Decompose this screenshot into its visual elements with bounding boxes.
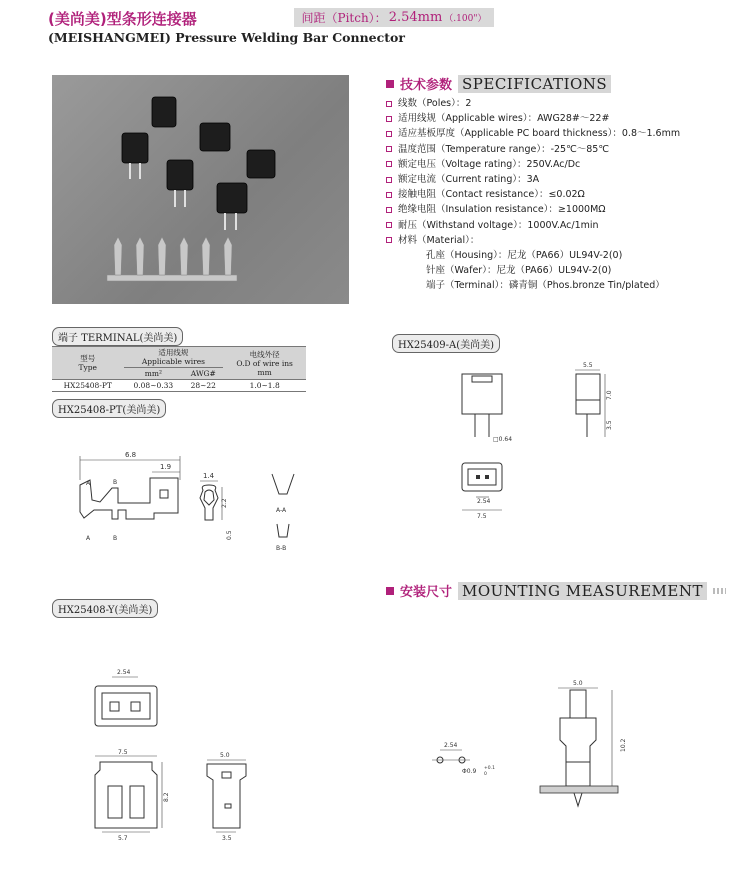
dim-y-35: 3.5	[222, 835, 232, 842]
svg-text:A: A	[86, 535, 91, 542]
col-wires: 适用线规 Applicable wires	[124, 347, 224, 368]
dim-m-50: 5.0	[573, 680, 583, 687]
dim-pt-length: 6.8	[125, 451, 137, 459]
svg-text:+0.1: +0.1	[484, 766, 495, 771]
dim-a-254: 2.54	[477, 498, 491, 505]
pt-tag: HX25408-PT(美尚美)	[52, 399, 166, 418]
pt-side-view	[80, 451, 180, 542]
dim-y-254: 2.54	[117, 669, 131, 676]
dim-pt-14: 1.4	[203, 472, 215, 480]
dim-a-55: 5.5	[583, 362, 593, 369]
material-wafer: 针座（Wafer）：尼龙（PA66）UL94V-2(0)	[426, 265, 612, 277]
svg-text:0: 0	[484, 772, 487, 777]
dim-pt-19: 1.9	[160, 463, 172, 471]
dim-pt-22: 2.2	[221, 498, 228, 508]
dim-a-75: 7.5	[477, 513, 487, 520]
col-od: 电线外径 O.D of wire ins mm	[223, 347, 306, 380]
col-awg: AWG#	[183, 368, 223, 380]
dim-m-hole: Φ0.9	[462, 768, 477, 775]
dim-y-57: 5.7	[118, 835, 128, 842]
dim-m-102: 10.2	[620, 738, 627, 752]
material-housing: 孔座（Housing）：尼龙（PA66）UL94V-2(0)	[426, 250, 623, 262]
spec-item: 额定电压（Voltage rating）：250V.Ac/Dc	[386, 157, 726, 172]
title-cn: (美尚美)型条形连接器	[48, 10, 197, 28]
dim-pt-05: 0.5	[226, 530, 233, 540]
y-side-view	[207, 752, 246, 842]
col-type: 型号 Type	[52, 347, 124, 380]
section-bb: B-B	[276, 545, 287, 552]
dim-m-254: 2.54	[444, 742, 458, 749]
title-en: (MEISHANGMEI) Pressure Welding Bar Connector	[48, 30, 405, 45]
terminal-tag: 端子 TERMINAL(美尚美)	[52, 327, 183, 346]
dim-a-70: 7.0	[606, 390, 613, 400]
material-terminal: 端子（Terminal）：磷青铜（Phos.bronze Tin/plated）	[426, 280, 665, 292]
pitch-label: 间距（Pitch）：	[301, 11, 387, 25]
spec-item: 适应基板厚度（Applicable PC board thickness）：0.8～1.6mm	[386, 126, 726, 141]
spec-item: 绝缘电阻（Insulation resistance）：≥1000MΩ	[386, 202, 726, 217]
a-top-view	[462, 463, 502, 520]
svg-text:B: B	[113, 479, 118, 486]
pitch-value: 2.54mm	[388, 10, 443, 25]
mount-hole-pattern	[432, 742, 495, 777]
pt-sections	[272, 474, 294, 552]
spec-item: 耐压（Withstand voltage）：1000V.Ac/1min	[386, 218, 726, 233]
y-front-view	[95, 749, 170, 842]
spec-title-cn: 技术参数	[400, 78, 453, 93]
dim-a-35: 3.5	[606, 420, 613, 430]
a-tag: HX25409-A(美尚美)	[392, 334, 500, 353]
dim-y-50: 5.0	[220, 752, 230, 759]
spec-item: 线数（Poles）：2	[386, 96, 726, 111]
spec-item: 温度范围（Temperature range）：-25℃～85℃	[386, 142, 726, 157]
dim-y-75: 7.5	[118, 749, 128, 756]
a-front-view	[462, 374, 512, 443]
spec-item: 接触电阻（Contact resistance）：≤0.02Ω	[386, 187, 726, 202]
svg-text:B: B	[113, 535, 118, 542]
mounting-title-cn: 安装尺寸	[400, 585, 453, 600]
pt-front-view	[200, 472, 233, 540]
y-tag: HX25408-Y(美尚美)	[52, 599, 158, 618]
spec-item: 材料（Material）：	[386, 233, 726, 248]
dim-a-pin: □0.64	[493, 436, 513, 443]
a-side-view	[575, 362, 613, 437]
table-row: HX25408-PT 0.08~0.33 28~22 1.0~1.8	[52, 380, 306, 392]
mounting-title-en: MOUNTING MEASUREMENT	[458, 582, 707, 600]
y-top-view	[95, 669, 157, 726]
pitch-inch: （.100"）	[444, 14, 487, 24]
spec-item: 适用线规（Applicable wires）：AWG28#～22#	[386, 111, 726, 126]
dim-y-82: 8.2	[163, 792, 170, 802]
mount-side-view	[540, 680, 627, 806]
svg-text:A: A	[86, 480, 91, 487]
section-aa: A-A	[276, 507, 287, 514]
spec-item: 额定电流（Current rating）：3A	[386, 172, 726, 187]
spec-title-en: SPECIFICATIONS	[458, 75, 611, 93]
col-mm2: mm²	[124, 368, 184, 380]
